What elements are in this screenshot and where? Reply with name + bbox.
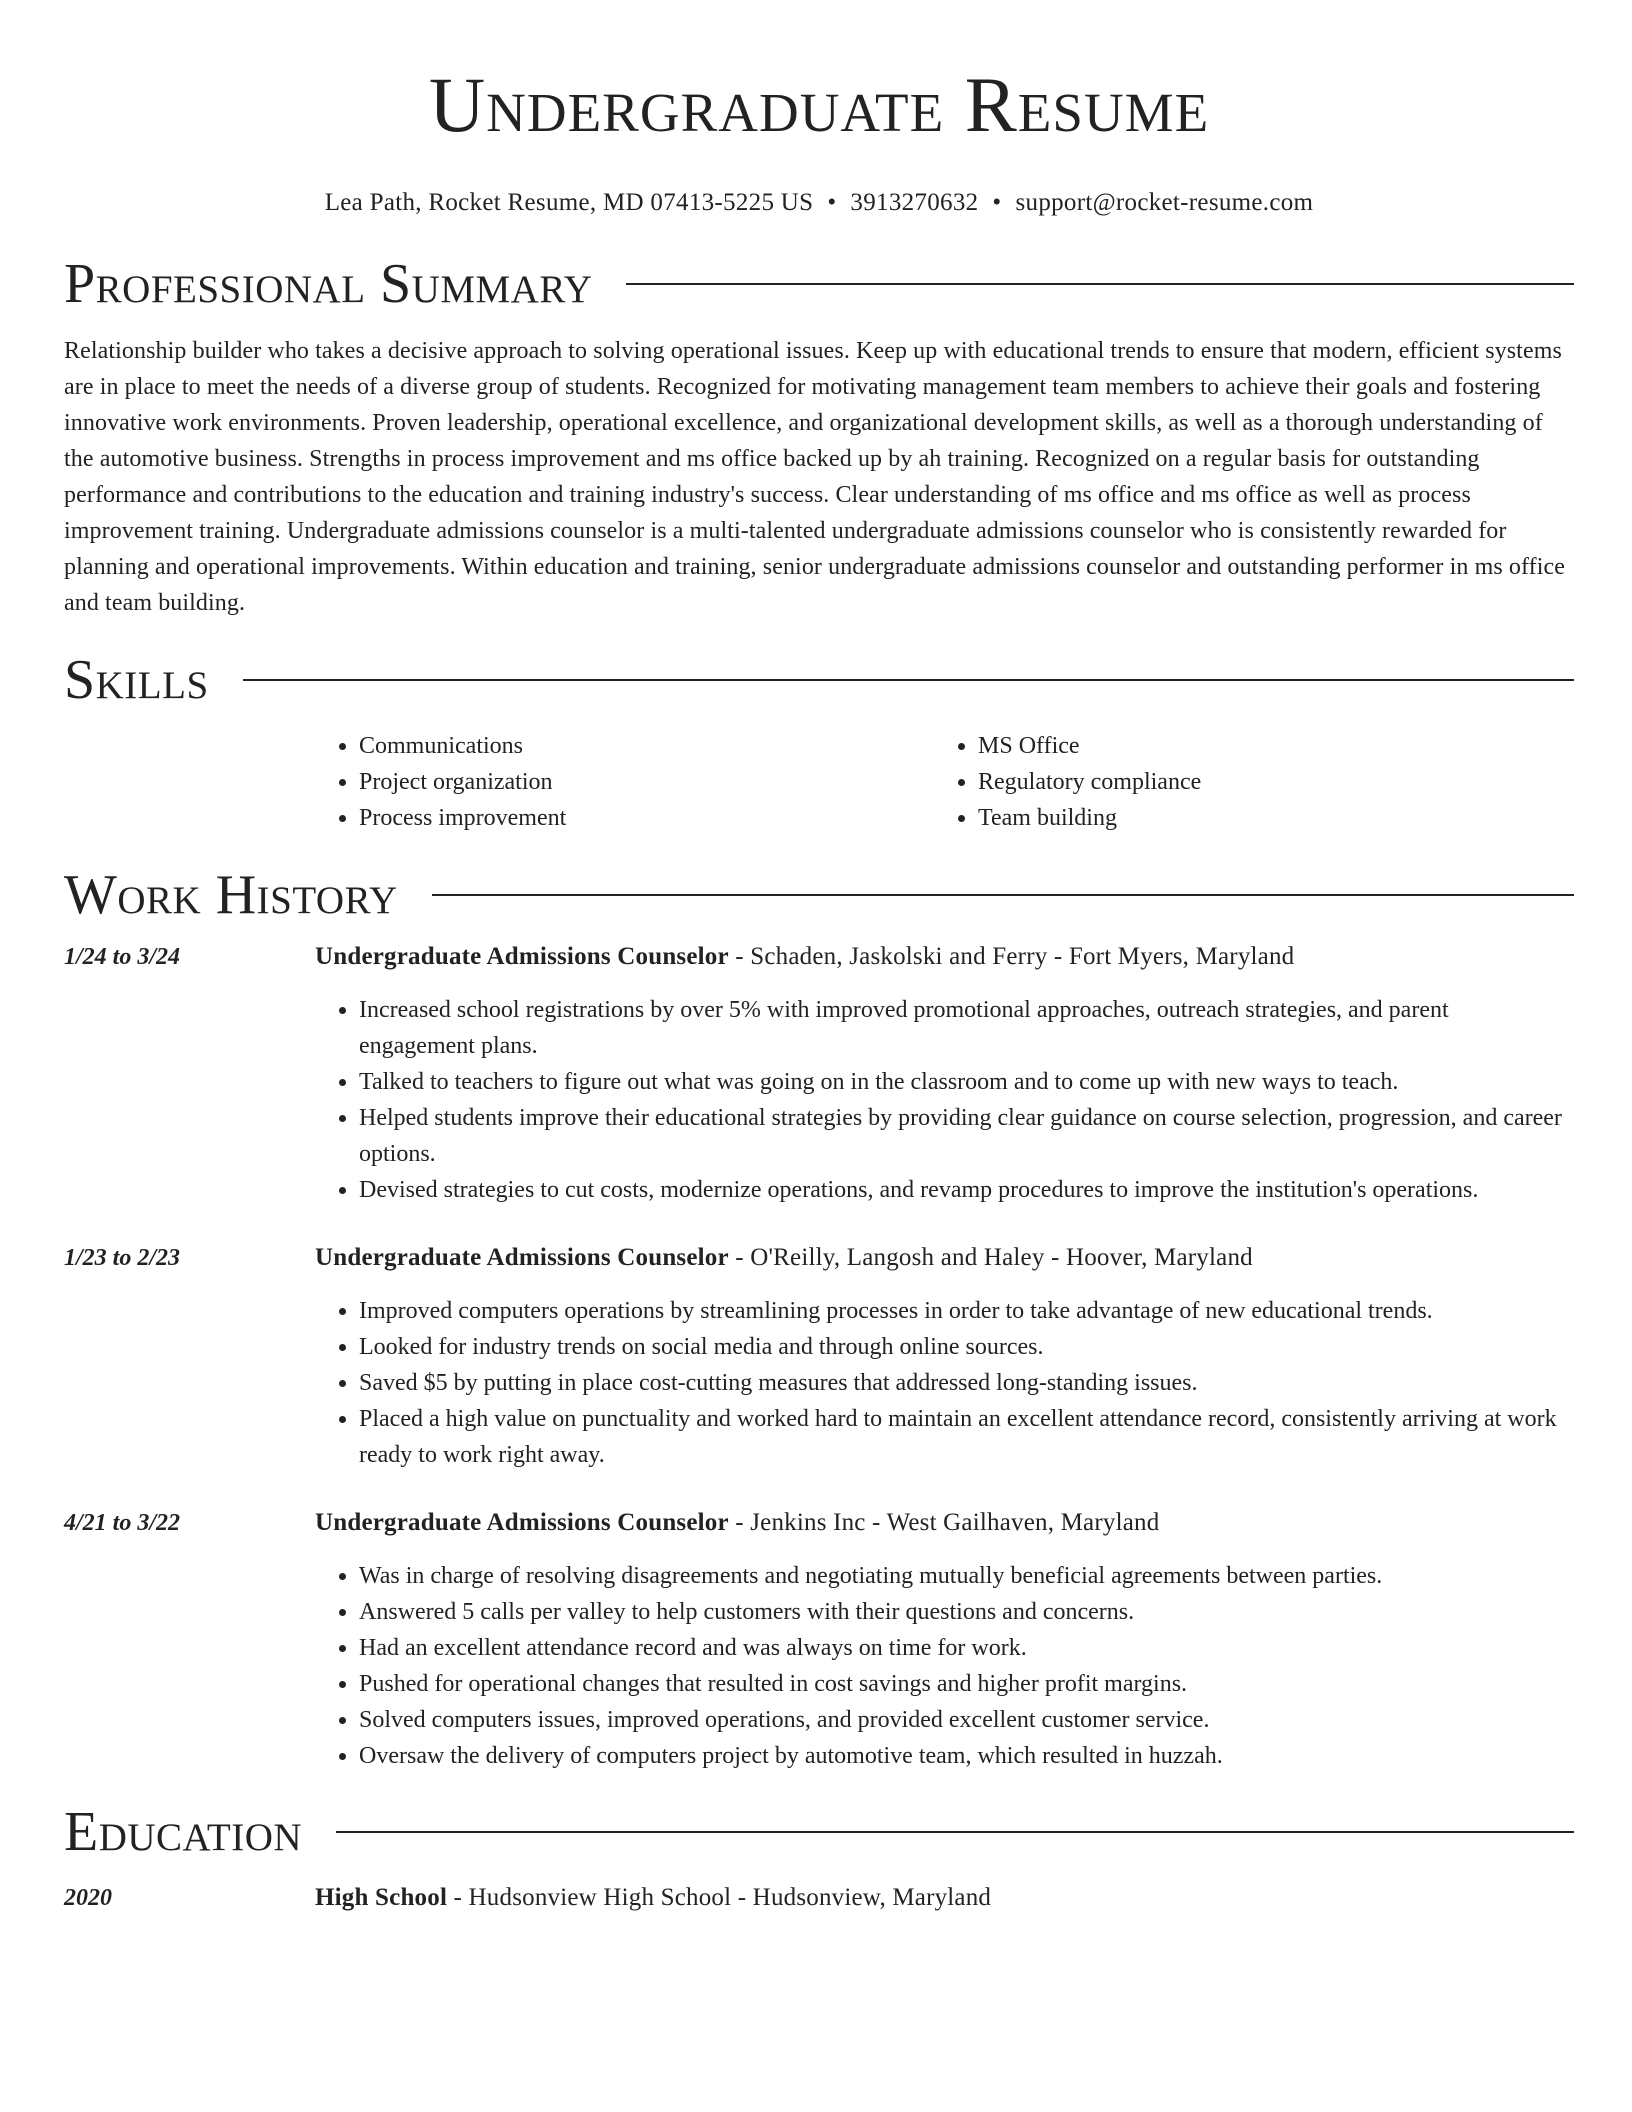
section-divider [626, 283, 1574, 285]
job-bullet: • Pushed for operational changes that resulted in cost savings and higher profit margins. [359, 1666, 1569, 1702]
job-dates: 1/23 to 2/23 [64, 1245, 181, 1271]
resume-page [64, 0, 1574, 1916]
education-heading: Education [64, 1801, 303, 1863]
job-body [315, 1505, 1569, 1774]
job-employer: - Schaden, Jaskolski and Ferry - Fort Myers, Maryland [728, 943, 1295, 970]
section-divider [432, 894, 1574, 896]
skill-item: • MS Office [978, 728, 1553, 764]
skill-item: • Communications [359, 728, 934, 764]
job-bullet: • Devised strategies to cut costs, modernize operations, and revamp procedures to improve the institution's operations. [359, 1172, 1569, 1208]
contact-phone: 3913270632 [850, 189, 979, 216]
contact-separator: • [827, 189, 837, 216]
job-bullet: • Placed a high value on punctuality and worked hard to maintain an excellent attendance record, consistently arriving at work ready to work right away. [359, 1401, 1569, 1473]
summary-heading: Professional Summary [64, 253, 593, 315]
education-entry [64, 1880, 1574, 1916]
job-bullet: • Had an excellent attendance record and was always on time for work. [359, 1630, 1569, 1666]
section-divider [336, 1831, 1574, 1833]
work-section-header [64, 865, 1574, 925]
job-bullet: • Improved computers operations by streamlining processes in order to take advantage of new educational trends. [359, 1293, 1569, 1329]
job-bullet: • Increased school registrations by over 5% with improved promotional approaches, outreach strategies, and parent engagement plans. [359, 992, 1569, 1064]
skills-column-right [934, 728, 1553, 836]
education-year: 2020 [64, 1885, 112, 1911]
job-employer: - Jenkins Inc - West Gailhaven, Maryland [728, 1509, 1160, 1536]
job-title: Undergraduate Admissions Counselor [315, 943, 729, 970]
job-bullet: • Talked to teachers to figure out what was going on in the classroom and to come up with new ways to teach. [359, 1064, 1569, 1100]
summary-section-header [64, 254, 1574, 314]
job-employer: - O'Reilly, Langosh and Haley - Hoover, Maryland [728, 1244, 1253, 1271]
contact-email: support@rocket-resume.com [1015, 189, 1314, 216]
work-heading: Work History [64, 864, 398, 926]
job-bullet: • Saved $5 by putting in place cost-cutting measures that addressed long-standing issues. [359, 1365, 1569, 1401]
contact-address: Lea Path, Rocket Resume, MD 07413-5225 US [324, 189, 814, 216]
education-degree: High School [315, 1884, 448, 1911]
job-entry [64, 1240, 1574, 1473]
job-bullets [315, 1558, 1569, 1774]
job-body [315, 1240, 1569, 1473]
skills-heading: Skills [64, 649, 209, 711]
job-entry [64, 939, 1574, 1208]
education-line [315, 1880, 991, 1916]
job-bullet: • Answered 5 calls per valley to help customers with their questions and concerns. [359, 1594, 1569, 1630]
job-title-line [315, 1240, 1569, 1276]
job-title-line [315, 1505, 1569, 1541]
job-title: Undergraduate Admissions Counselor [315, 1244, 729, 1271]
job-title-line [315, 939, 1569, 975]
skills-column-left [315, 728, 934, 836]
skill-item: • Project organization [359, 764, 934, 800]
skill-item: • Team building [978, 800, 1553, 836]
education-section-header [64, 1802, 1574, 1862]
job-bullets [315, 992, 1569, 1208]
job-title: Undergraduate Admissions Counselor [315, 1509, 729, 1536]
job-bullet: • Solved computers issues, improved operations, and provided excellent customer service. [359, 1702, 1569, 1738]
skills-list [315, 728, 1574, 836]
job-entry [64, 1505, 1574, 1774]
job-bullet: • Looked for industry trends on social media and through online sources. [359, 1329, 1569, 1365]
education-school: - Hudsonview High School - Hudsonview, Maryland [447, 1884, 992, 1911]
contact-line [64, 188, 1574, 218]
job-dates: 1/24 to 3/24 [64, 944, 181, 970]
job-bullet: • Oversaw the delivery of computers project by automotive team, which resulted in huzzah. [359, 1738, 1569, 1774]
job-body [315, 939, 1569, 1208]
section-divider [243, 679, 1574, 681]
skills-section-header [64, 650, 1574, 710]
job-bullet: • Was in charge of resolving disagreements and negotiating mutually beneficial agreements between parties. [359, 1558, 1569, 1594]
job-bullets [315, 1293, 1569, 1473]
resume-title: Undergraduate Resume [428, 61, 1210, 148]
skill-item: • Regulatory compliance [978, 764, 1553, 800]
job-dates: 4/21 to 3/22 [64, 1510, 181, 1536]
job-bullet: • Helped students improve their educational strategies by providing clear guidance on course selection, progression, and career options. [359, 1100, 1569, 1172]
skill-item: • Process improvement [359, 800, 934, 836]
summary-text: Relationship builder who takes a decisive approach to solving operational issues. Keep up with educational trends to ensure that modern, efficient systems are in place to meet the needs of a diverse group of students. Recognized for motivating management team members to achieve their goals and fostering innovative work environments. Proven leadership, operational excellence, and organizational development skills, as well as a thorough understanding of the automotive business. Strengths in process improvement and ms office backed up by ah training. Recognized on a regular basis for outstanding performance and contributions to the education and training industry's success. Clear understanding of ms office and ms office as well as process improvement training. Undergraduate admissions counselor is a multi-talented undergraduate admissions counselor who is consistently rewarded for planning and operational improvements. Within education and training, senior undergraduate admissions counselor and outstanding performer in ms office and team building. [64, 338, 1566, 616]
contact-separator: • [992, 189, 1002, 216]
